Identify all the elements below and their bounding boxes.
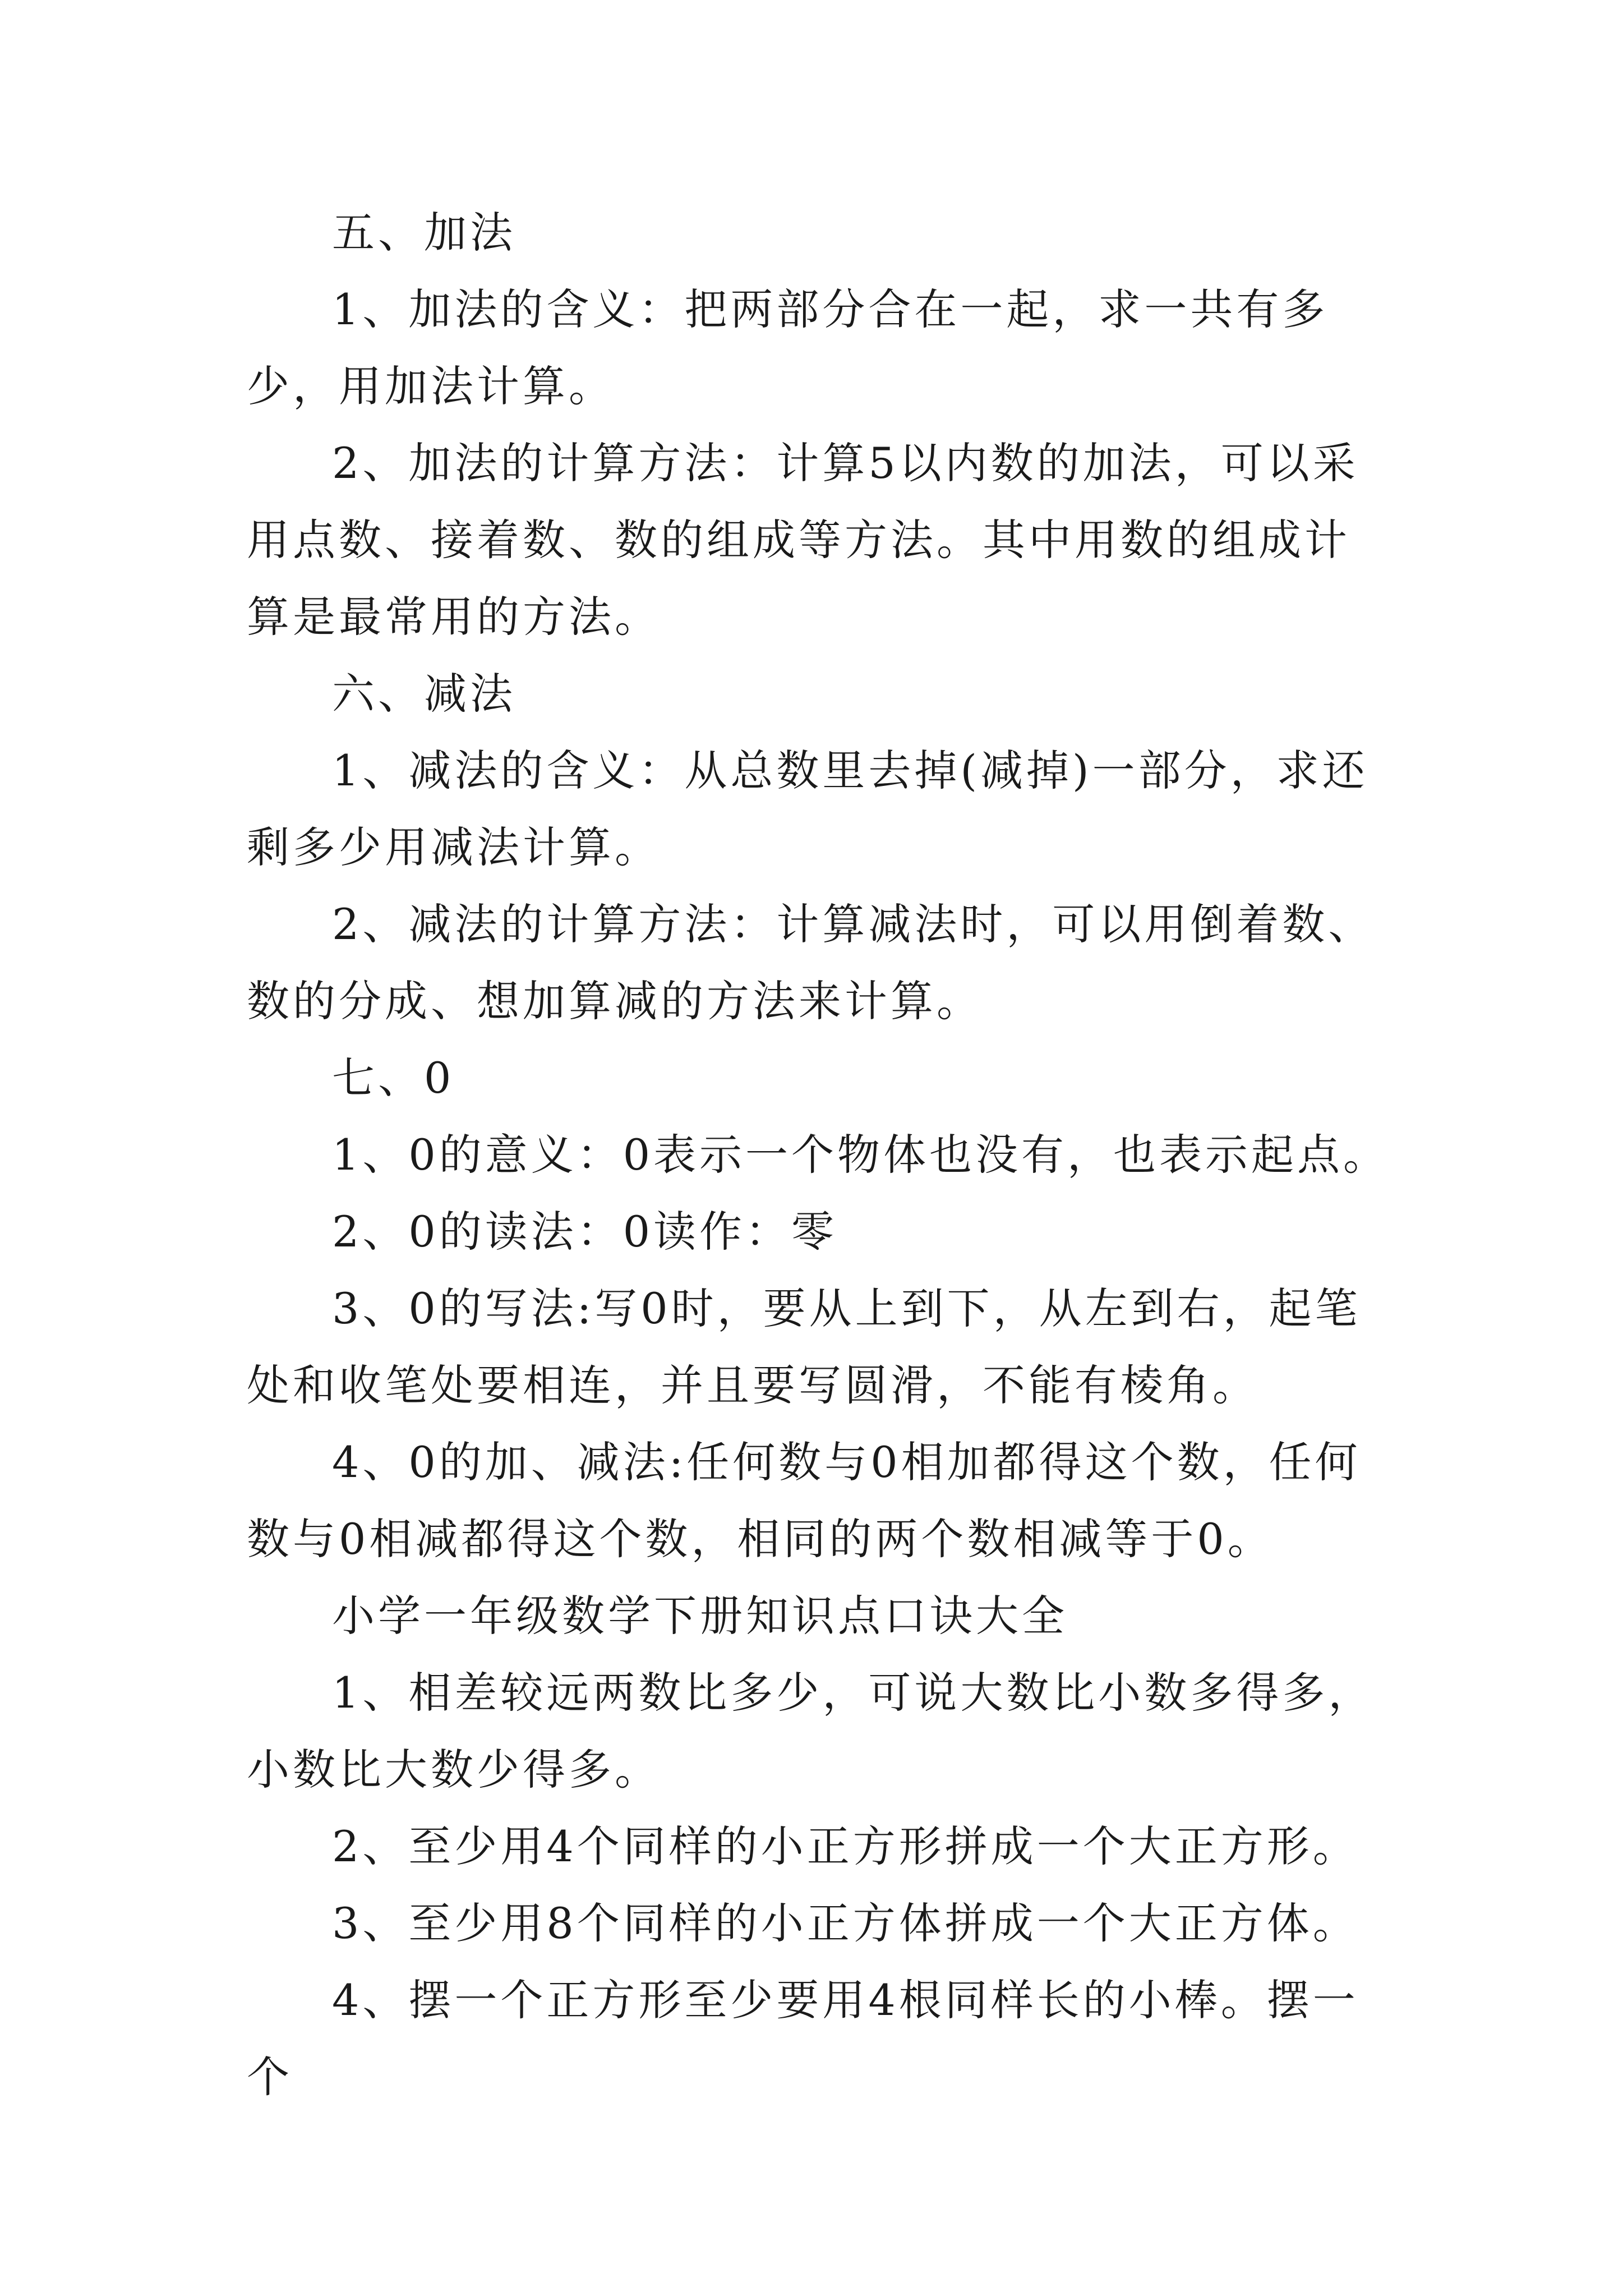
document-body — [247, 194, 1391, 2115]
paragraph-rhyme-1: 1、相差较远两数比多少，可说大数比小数多得多，小数比大数少得多。 — [247, 1668, 1375, 1795]
paragraph-zero-reading: 2、0的读法：0读作：零 — [332, 1207, 838, 1257]
section-heading-rhymes: 小学一年级数学下册知识点口诀大全 — [332, 1591, 1068, 1641]
paragraph-rhyme-4: 4、摆一个正方形至少要用4根同样长的小棒。摆一个 — [247, 1975, 1359, 2102]
paragraph-zero-arithmetic: 4、0的加、减法:任何数与0相加都得这个数，任何数与0相减都得这个数，相同的两个数相减等于0。 — [247, 1437, 1361, 1564]
paragraph-addition-meaning: 1、加法的含义：把两部分合在一起，求一共有多少，用加法计算。 — [247, 284, 1329, 411]
section-heading-zero: 七、0 — [332, 1053, 455, 1103]
paragraph-rhyme-3: 3、至少用8个同样的小正方体拼成一个大正方体。 — [332, 1898, 1359, 1948]
paragraph-addition-method: 2、加法的计算方法：计算5以内数的加法，可以采用点数、接着数、数的组成等方法。其中用数的组成计算是最常用的方法。 — [247, 438, 1359, 642]
section-heading-subtraction: 六、减法 — [332, 669, 516, 719]
section-heading-addition: 五、加法 — [332, 208, 516, 257]
paragraph-subtraction-meaning: 1、减法的含义：从总数里去掉(减掉)一部分，求还剩多少用减法计算。 — [247, 746, 1368, 872]
paragraph-subtraction-method: 2、减法的计算方法：计算减法时，可以用倒着数、数的分成、想加算减的方法来计算。 — [247, 899, 1375, 1026]
paragraph-zero-writing: 3、0的写法:写0时，要从上到下，从左到右，起笔处和收笔处要相连，并且要写圆滑，不能有棱角。 — [247, 1283, 1361, 1410]
paragraph-rhyme-2: 2、至少用4个同样的小正方形拼成一个大正方形。 — [332, 1821, 1359, 1871]
paragraph-zero-meaning: 1、0的意义：0表示一个物体也没有，也表示起点。 — [332, 1130, 1390, 1180]
